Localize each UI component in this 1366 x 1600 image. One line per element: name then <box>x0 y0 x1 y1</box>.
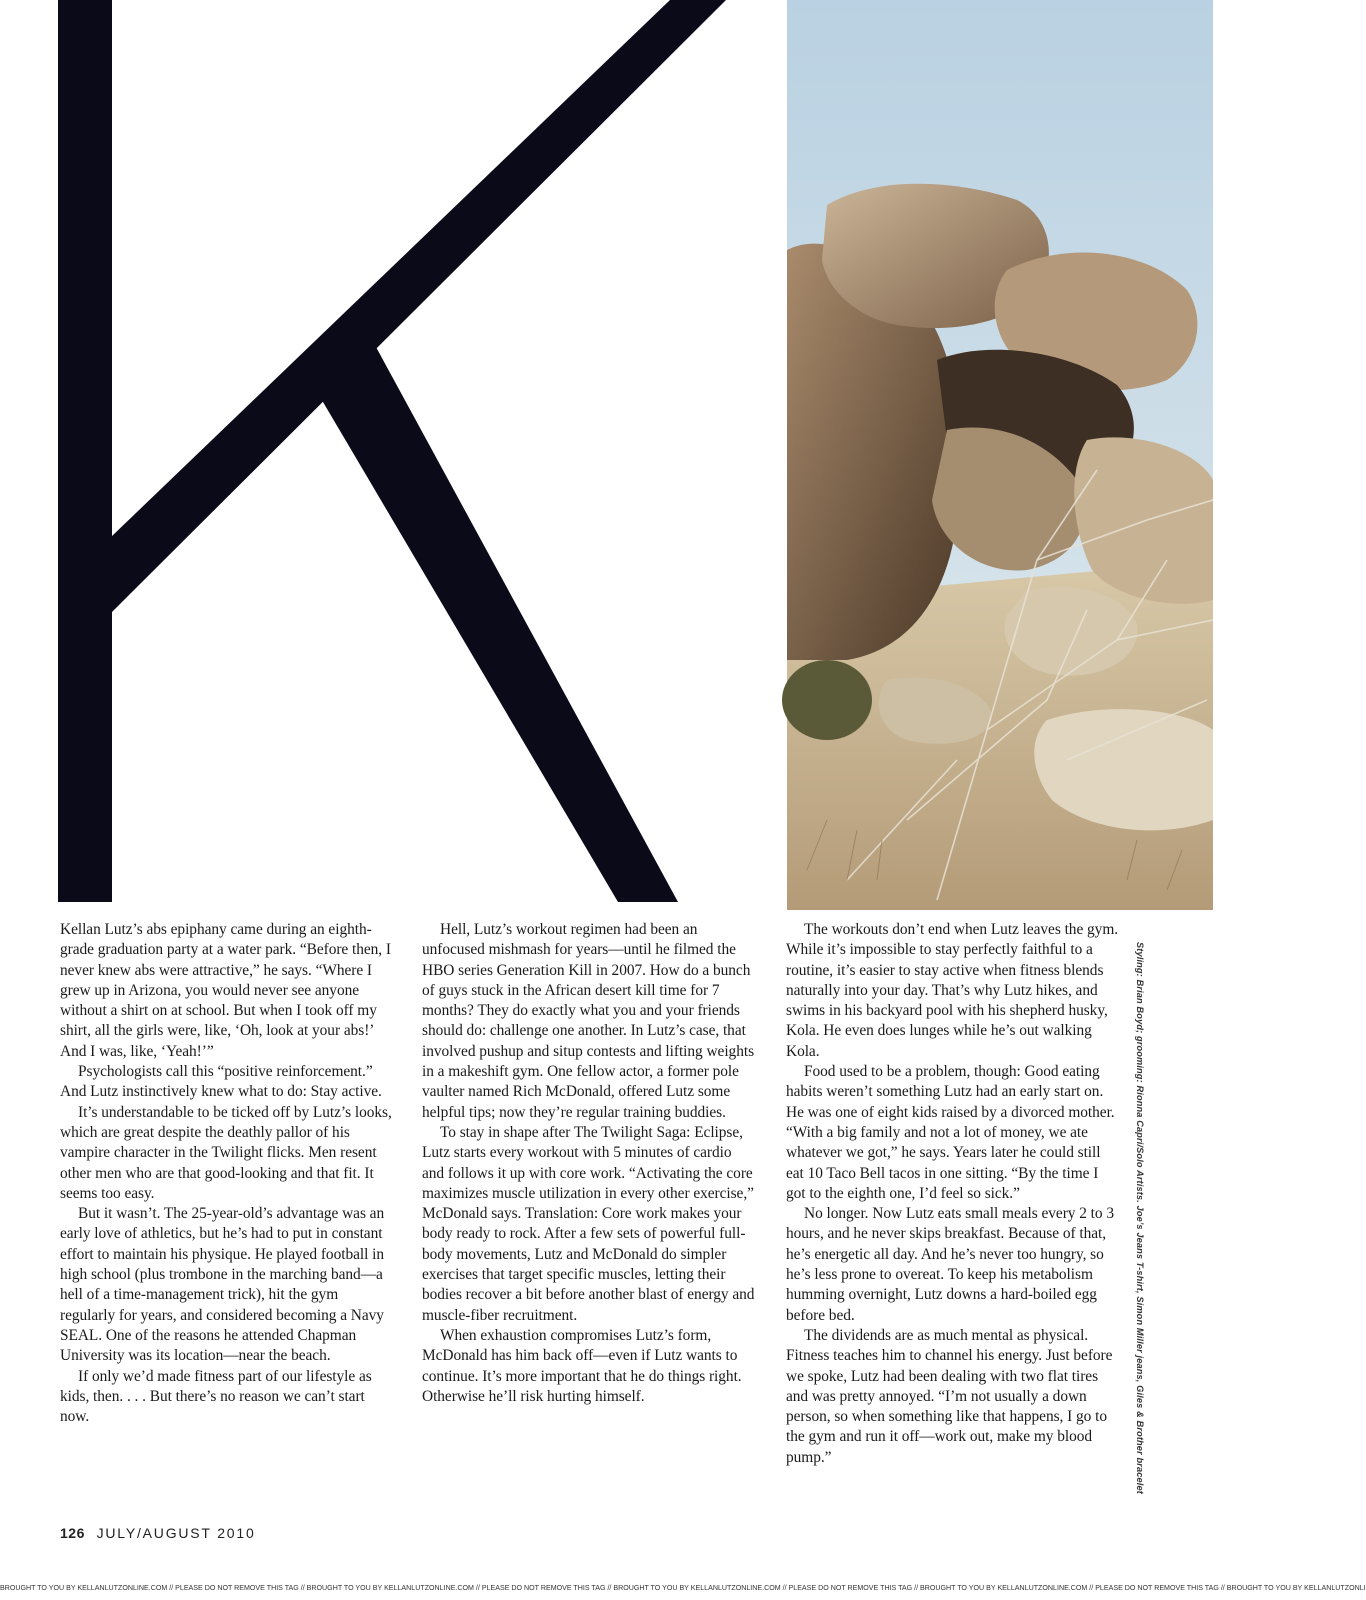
giant-letter-k <box>58 0 698 910</box>
issue-date: JULY/AUGUST 2010 <box>96 1525 256 1541</box>
paragraph: But it wasn’t. The 25-year-old’s advantage was an early love of athletics, but he’s had to put in constant effort to maintain his physique. He played football in high school (plus trombone in the marching band—a hell of a time-management trick), hit the gym regularly for years, and considered becoming a Navy SEAL. One of the reasons he attended Chapman University was its location—near the beach. <box>60 1205 385 1365</box>
page-number: 126 <box>60 1525 85 1541</box>
article-column-1 <box>60 920 395 1427</box>
paragraph: The workouts don’t end when Lutz leaves the gym. While it’s impossible to stay perfectly faithful to a routine, it’s easier to stay active when fitness blends naturally into your day. That’s why Lutz hikes, and swims in his backyard pool with his shepherd husky, Kola. He even does lunges while he’s out walking Kola. <box>786 921 1119 1060</box>
photo-credit: Styling: Brian Boyd; grooming: Rionna Capri/Solo Artists. Joe’s Jeans T-shirt, Simon Miller jeans, Giles & Brother bracelet <box>1135 942 1145 1494</box>
article-column-3 <box>786 920 1121 1468</box>
letter-k-strokes <box>58 0 726 902</box>
paragraph: No longer. Now Lutz eats small meals every 2 to 3 hours, and he never skips breakfast. Because of that, he’s energetic all day. And he’s never too hungry, so he’s less prone to overeat. To keep his metabolism humming overnight, Lutz downs a hard-boiled egg before bed. <box>786 1205 1114 1324</box>
footer-tag: BROUGHT TO YOU BY KELLANLUTZONLINE.COM // PLEASE DO NOT REMOVE THIS TAG // BROUGHT TO YOU BY KELLANLUTZONLINE.COM // PLEASE DO NOT REMOVE THIS TAG // BROUGHT TO YOU BY KELLANLUTZONLINE.COM // PLEASE DO NOT REMOVE THIS TAG // BROUGHT TO YOU BY KELLANLUTZONLINE.COM // PLEASE DO NOT REMOVE THIS TAG // BROUGHT TO YOU BY KELLANLUTZONLI <box>0 1584 1366 1592</box>
paragraph: Psychologists call this “positive reinforcement.” And Lutz instinctively knew what to do: Stay active. <box>60 1063 382 1101</box>
paragraph: To stay in shape after The Twilight Saga: Eclipse, Lutz starts every workout with 5 minutes of cardio and follows it up with core work. “Activating the core maximizes muscle utilization in every other exercise,” McDonald says. Translation: Core work makes your body ready to rock. After a few sets of powerful full-body movements, Lutz and McDonald do simpler exercises that target specific muscles, letting their bodies recover a bit before another blast of energy and muscle-fiber recruitment. <box>422 1123 755 1324</box>
desert-rock-photo <box>787 0 1213 910</box>
article-column-2 <box>422 920 757 1407</box>
paragraph: When exhaustion compromises Lutz’s form, McDonald has him back off—even if Lutz wants to continue. It’s more important that he do things right. Otherwise he’ll risk hurting himself. <box>422 1326 742 1405</box>
paragraph: Hell, Lutz’s workout regimen had been an unfocused mishmash for years—until he filmed the HBO series Generation Kill in 2007. How do a bunch of guys stuck in the African desert kill time for 7 months? They do exactly what you and your friends should do: challenge one another. In Lutz’s case, that involved pushup and situp contests and lifting weights in a makeshift gym. One fellow actor, a former pole vaulter named Rich McDonald, offered Lutz some helpful tips; now they’re regular training buddies. <box>422 921 755 1121</box>
paragraph: Kellan Lutz’s abs epiphany came during an eighth-grade graduation party at a water park. “Before then, I never knew abs were attractive,” he says. “Where I grew up in Arizona, you would never see anyone without a shirt on at school. But when I took off my shirt, all the girls were, like, ‘Oh, look at your abs!’ And I was, like, ‘Yeah!’” <box>60 921 391 1060</box>
paragraph: The dividends are as much mental as physical. Fitness teaches him to channel his energy. Just before we spoke, Lutz had been dealing with two flat tires and was pretty annoyed. “I’m not usually a down person, so when something like that happens, I go to the gym and run it off—work out, make my blood pump.” <box>786 1326 1113 1466</box>
paragraph: If only we’d made fitness part of our lifestyle as kids, then. . . . But there’s no reason we can’t start now. <box>60 1367 372 1426</box>
page-folio <box>60 1525 256 1541</box>
paragraph: It’s understandable to be ticked off by Lutz’s looks, which are great despite the deathly pallor of his vampire character in the Twilight flicks. Men resent other men who are that good-looking and that fit. It seems too easy. <box>60 1103 392 1202</box>
paragraph: Food used to be a problem, though: Good eating habits weren’t something Lutz had an early start on. He was one of eight kids raised by a divorced mother. “With a big family and not a lot of money, we ate whatever we got,” he says. Years later he could still eat 10 Taco Bell tacos in one sitting. “By the time I got to the eighth one, I’d feel so sick.” <box>786 1063 1115 1202</box>
